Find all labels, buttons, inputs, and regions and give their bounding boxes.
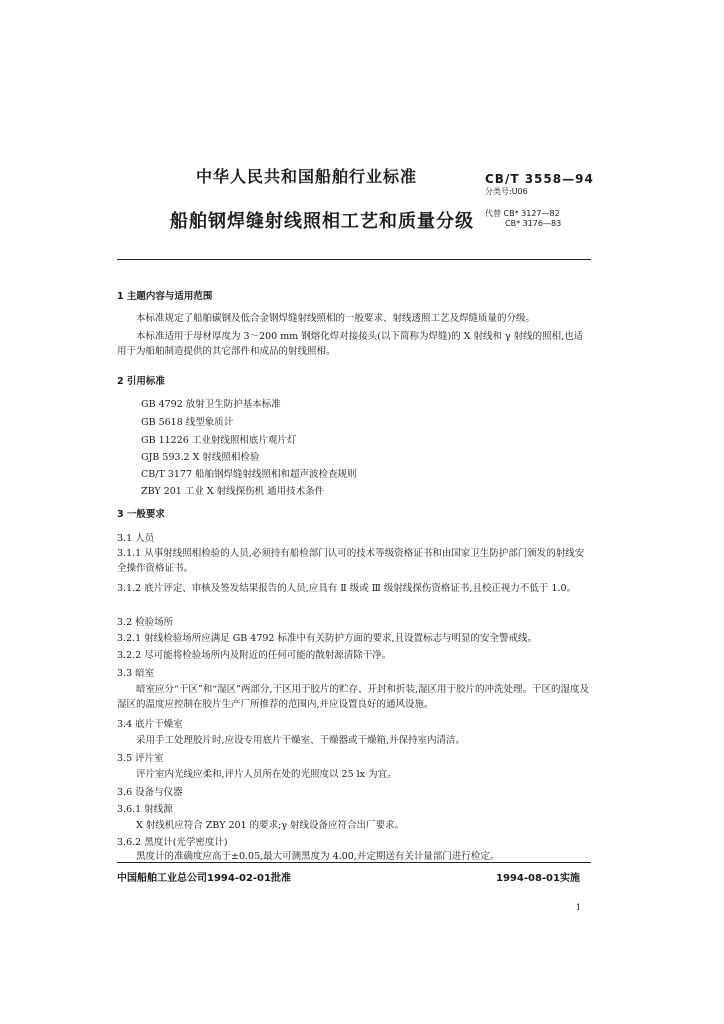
reference-item: GJB 593.2 X 射线照相检验 (141, 452, 260, 463)
page-number: 1 (576, 903, 582, 912)
clause-3-3-text: 暗室应分“干区”和“湿区”两部分,干区用于胶片的贮存、开封和折装,湿区用于胶片的冲洗处理。干区的湿度及湿区的温度应控制在胶片生产厂所推荐的范围内,并应设置良好的通风设施。 (117, 684, 589, 710)
standard-code: CB/T 3558—94 (485, 172, 594, 186)
reference-item: ZBY 201 工业 X 射线探伤机 通用技术条件 (141, 486, 325, 497)
subsection-3-3: 3.3 暗室 (117, 668, 155, 679)
reference-item: GB 4792 放射卫生防护基本标准 (141, 399, 281, 410)
clause-3-2-1: 3.2.1 射线检验场所应满足 GB 4792 标准中有关防护方面的要求,且设置标志与明显的安全警戒线。 (117, 633, 538, 644)
clause-3-6-1: 3.6.1 射线源 (117, 804, 173, 815)
implementation-date: 1994-08-01实施 (496, 873, 580, 884)
replaces-standard-2: CB* 3176—83 (505, 219, 562, 228)
reference-item: GB 11226 工业射线照相底片观片灯 (141, 435, 297, 446)
subsection-3-4: 3.4 底片干燥室 (117, 719, 183, 730)
classification-number: 分类号:U06 (485, 187, 528, 196)
clause-3-1-2: 3.1.2 底片评定、审核及签发结果报告的人员,应具有 Ⅱ 级或 Ⅲ 级射线探伤资格证书,且校正视力不低于 1.0。 (117, 583, 577, 594)
section-1-paragraph-1: 本标准规定了船舶碳钢及低合金钢焊缝射线照相的一般要求、射线透照工艺及焊缝质量的分级。 (136, 313, 536, 324)
header-divider (117, 259, 591, 260)
footer-divider (117, 862, 591, 863)
section-1-paragraph-2: 本标准适用于母材厚度为 3～200 mm 钢熔化焊对接接头(以下简称为焊缝)的 X 射线和 γ 射线的照相,也适用于为船舶制造提供的其它部件和成品的射线照相。 (117, 331, 584, 357)
subsection-3-5: 3.5 评片室 (117, 753, 164, 764)
clause-3-6-2: 3.6.2 黑度计(光学密度计) (117, 837, 228, 848)
section-2-heading: 2 引用标准 (117, 376, 165, 387)
reference-item: GB 5618 线型象质计 (141, 417, 234, 428)
page-title: 船舶钢焊缝射线照相工艺和质量分级 (170, 211, 474, 232)
clause-3-1-1: 3.1.1 从事射线照相检验的人员,必须持有船检部门认可的技术等级资格证书和由国家卫生防护部门颁发的射线安全操作资格证书。 (117, 548, 585, 574)
clause-3-6-2-text: 黑度计的准确度应高于±0.05,最大可测黑度为 4.00,并定期送有关计量部门进行检定。 (136, 851, 500, 862)
clause-3-5-text: 评片室内光线应柔和,评片人员所在处的光照度以 25 lx 为宜。 (136, 769, 397, 780)
section-1-heading: 1 主题内容与适用范围 (117, 291, 213, 302)
clause-3-4-text: 采用手工处理胶片时,应设专用底片干燥室、干燥器或干燥箱,并保持室内清洁。 (136, 735, 466, 746)
approval-line: 中国船舶工业总公司1994-02-01批准 (117, 873, 291, 884)
subsection-3-6: 3.6 设备与仪器 (117, 787, 183, 798)
clause-3-6-1-text: X 射线机应符合 ZBY 201 的要求;γ 射线设备应符合出厂要求。 (136, 820, 405, 831)
replaces-standard-1: 代替 CB* 3127—82 (485, 209, 560, 218)
clause-3-2-2: 3.2.2 尽可能将检验场所内及附近的任何可能的散射源清除干净。 (117, 650, 392, 661)
subsection-3-2: 3.2 检验场所 (117, 617, 174, 628)
issuing-organization: 中华人民共和国船舶行业标准 (196, 167, 418, 186)
subsection-3-1: 3.1 人员 (117, 533, 155, 544)
reference-item: CB/T 3177 船舶钢焊缝射线照相和超声波检查规则 (141, 469, 357, 480)
section-3-heading: 3 一般要求 (117, 509, 165, 520)
